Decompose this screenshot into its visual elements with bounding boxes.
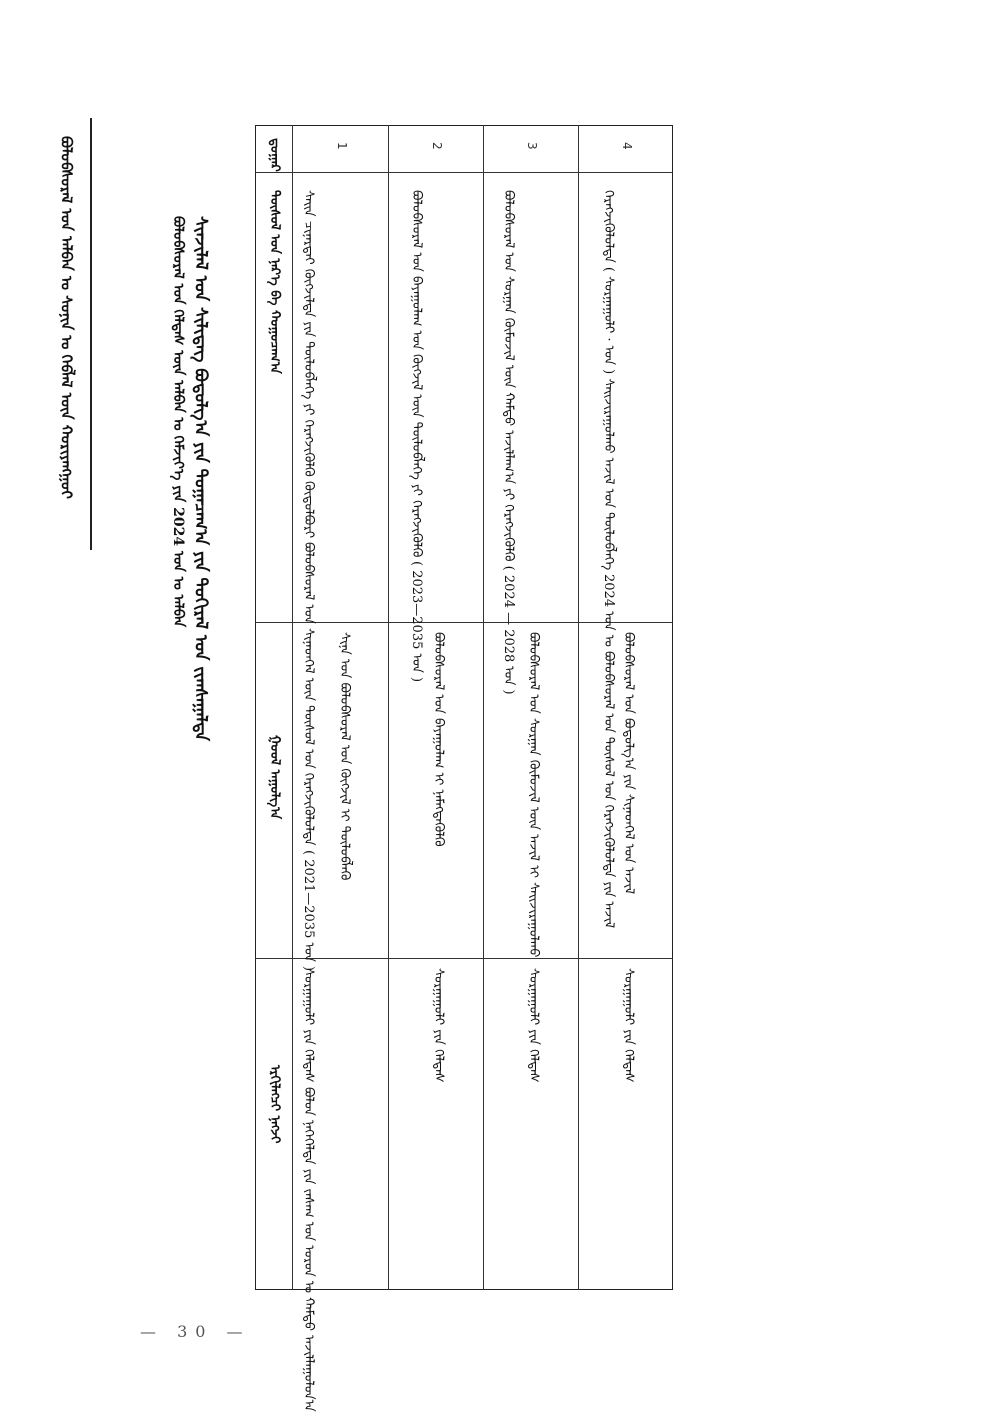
row-number: 1 (335, 142, 349, 150)
table-row-divider (255, 172, 673, 173)
row-project-name: ᠪᠣᠯᠣᠪᠰᠤᠷᠠᠯ ᠤᠨ ᠪᠠᠶᠠᠭᠤᠯᠠᠭ ᠤᠨ ᠬᠥᠭᠵᠢᠯ ᠦᠨ ᠲᠥᠯᠥᠪᠯᠡᠭᠡ ᠶᠢ ᠬᠡᠷᠡᠭᠵᠢᠭᠦᠯᠬᠦ ( 2023—2035 ᠣᠨ ) (408, 190, 424, 683)
page-header: ᠪᠣᠯᠣᠪᠰᠤᠷᠠᠯ ᠤᠨ ᠠᠯᠪᠠᠨ ᠤ ᠰᠣᠨᠢᠨ ᠤ ᠬᠡᠪᠯᠡᠯ ᠦᠨ ᠬᠤᠷᠢᠶᠠᠩᠭᠤᠢ (57, 136, 76, 499)
row-project-name: ᠬᠡᠷᠡᠭᠵᠢᠭᠦᠯᠦᠯᠲᠡ ( ᠰᠤᠷᠭᠠᠭᠤᠯᠢ · ᠣᠨ ) ᠰᠠᠢᠵᠢᠷᠠᠭᠤᠯᠬᠤ ᠠᠵᠢᠯ ᠤᠨ ᠲᠥᠯᠥᠪᠯᠡᠭᠡ 2024 ᠣᠨ ᠤ ᠪᠣᠯᠣᠪᠰᠤᠷᠠᠯ ᠤᠨ ᠲᠥᠰᠥᠯ ᠤᠨ ᠬᠡᠷᠡᠭᠵᠢᠭᠦᠯᠦᠯᠲᠡ ᠶᠢᠨ ᠠᠵᠢᠯ (600, 190, 616, 929)
row-number: 4 (620, 142, 634, 150)
row-project-name: ᠪᠣᠯᠣᠪᠰᠤᠷᠠᠯ ᠤᠨ ᠰᠤᠷᠭᠠᠨ ᠬᠥᠮᠦᠵᠢᠯ ᠦᠨ ᠬᠠᠮᠲᠤ ᠠᠵᠢᠯᠯᠠᠭ᠎ᠠ ᠶᠢ ᠬᠡᠷᠡᠭᠵᠢᠭᠦᠯᠬᠦ ( 2024 — 2028 ᠣᠨ ) (500, 190, 516, 695)
header-rule (90, 118, 92, 550)
row-content: ᠪᠣᠯᠣᠪᠰᠤᠷᠠᠯ ᠤᠨ ᠪᠣᠳᠤᠯᠭ᠎ᠠ ᠶᠢᠨ ᠰᠢᠨᠡᠳᠭᠡᠯ ᠤᠨ ᠠᠵᠢᠯ (620, 632, 636, 895)
document-title: ᠰᠢᠨᠵᠢᠯᠡᠯ ᠤᠨ ᠰᠢᠯᠢᠳᠡᠭ ᠪᠣᠳᠤᠯᠭ᠎ᠠ ᠶᠢᠨ ᠲᠣᠭᠠᠴᠠᠭ᠎ᠠ ᠶᠢᠨ ᠲᠣᠬᠢᠷᠠᠯ ᠤᠨ ᠵᠢᠭᠰᠠᠭᠠᠯᠲᠠ (190, 216, 211, 741)
table-column-divider (388, 125, 389, 1290)
row-unit: ᠰᠤᠷᠭᠠᠭᠤᠯᠢ ᠶᠢᠨ ᠬᠡᠯᠲᠡᠰ (525, 968, 541, 1083)
header-content: ᠭᠣᠣᠯ ᠠᠭᠤᠯᠭ᠎ᠠ (266, 735, 282, 820)
row-unit: ᠰᠤᠷᠭᠠᠭᠤᠯᠢ ᠶᠢᠨ ᠬᠡᠯᠲᠡᠰ (430, 968, 446, 1083)
row-number: 3 (525, 142, 539, 150)
table-row-divider (255, 958, 673, 959)
page-number: — 30 — (140, 1322, 251, 1341)
table-column-divider (292, 125, 293, 1290)
row-content: ᠪᠣᠯᠣᠪᠰᠤᠷᠠᠯ ᠤᠨ ᠰᠤᠷᠭᠠᠨ ᠬᠥᠮᠦᠵᠢᠯ ᠦᠨ ᠠᠵᠢᠯ ᠢ ᠰᠠᠢᠵᠢᠷᠠᠭᠤᠯᠬᠤ (525, 632, 541, 958)
row-unit: ᠰᠤᠷᠭᠠᠭᠤᠯᠢ ᠶᠢᠨ ᠬᠡᠯᠲᠡᠰ (620, 968, 636, 1083)
document-subtitle: ᠪᠣᠯᠣᠪᠰᠤᠷᠠᠯ ᠤᠨ ᠬᠡᠯᠲᠡᠰ ᠦᠨ ᠠᠯᠪᠠᠨ ᠤ ᠬᠡᠮᠵᠢᠶ᠎ᠡ ᠶᠢᠨ 2024 ᠣᠨ ᠤ ᠠᠯᠪᠠᠨ (170, 216, 187, 628)
row-number: 2 (430, 142, 444, 150)
header-number: ᠳ᠋ᠤᠭᠠᠷ (266, 138, 282, 172)
table-column-divider (483, 125, 484, 1290)
header-unit: ᠡᠷᠬᠢᠯᠡᠭᠴᠢ ᠨᠡᠭᠵᠢ (266, 1065, 282, 1144)
row-project-name: ᠰᠠᠢᠨ ᠴᠢᠨᠠᠷᠲᠠᠢ ᠬᠥᠭᠵᠢᠯᠲᠡ ᠶᠢᠨ ᠲᠥᠯᠥᠪᠯᠡᠭᠡ ᠶᠢ ᠬᠡᠷᠡᠭᠵᠢᠭᠦᠯᠬᠦ ᠬᠥᠲᠦᠯᠪᠦᠷᠢ ᠪᠣᠯᠣᠪᠰᠤᠷᠠᠯ ᠤᠨ ᠰᠢᠨᠡᠳᠭᠡᠯ ᠦᠨ ᠲᠥᠰᠥᠯ ᠤᠨ ᠬᠡᠷᠡᠭᠵᠢᠭᠦᠯᠦᠯᠲᠡ ( 2021—2035 ᠣᠨ ) (300, 190, 316, 971)
row-content: ᠪᠣᠯᠣᠪᠰᠤᠷᠠᠯ ᠤᠨ ᠪᠠᠶᠠᠭᠤᠯᠠᠭ ᠢ ᠨᠡᠮᠡᠭᠳᠡᠭᠦᠯᠬᠦ (430, 632, 446, 847)
table-column-divider (578, 125, 579, 1290)
header-project-name: ᠲᠥᠰᠥᠯ ᠤᠨ ᠨᠡᠷ᠎ᠡ ᠪᠠ ᠬᠣᠭᠤᠴᠠᠭ᠎ᠠ (266, 190, 282, 374)
row-unit: ᠰᠤᠷᠭᠠᠭᠤᠯᠢ ᠶᠢᠨ ᠬᠡᠯᠲᠡᠰ ᠪᠤᠯᠤᠨ ᠨᠡᠭᠡᠭᠡᠯᠲᠡ ᠶᠢᠨ ᠵᠠᠰᠠᠭ ᠤᠨ ᠣᠷᠣᠨ ᠤ ᠬᠠᠮᠲᠤ ᠠᠵᠢᠯᠯᠠᠭᠤᠯᠤᠨ᠎ᠠ (300, 968, 316, 1412)
row-content: ᠰᠢᠨᠡ ᠤᠨ ᠪᠣᠯᠣᠪᠰᠤᠷᠠᠯ ᠤᠨ ᠬᠥᠭᠵᠢᠯ ᠢ ᠲᠥᠯᠥᠪᠯᠡᠬᠦ (336, 632, 352, 881)
